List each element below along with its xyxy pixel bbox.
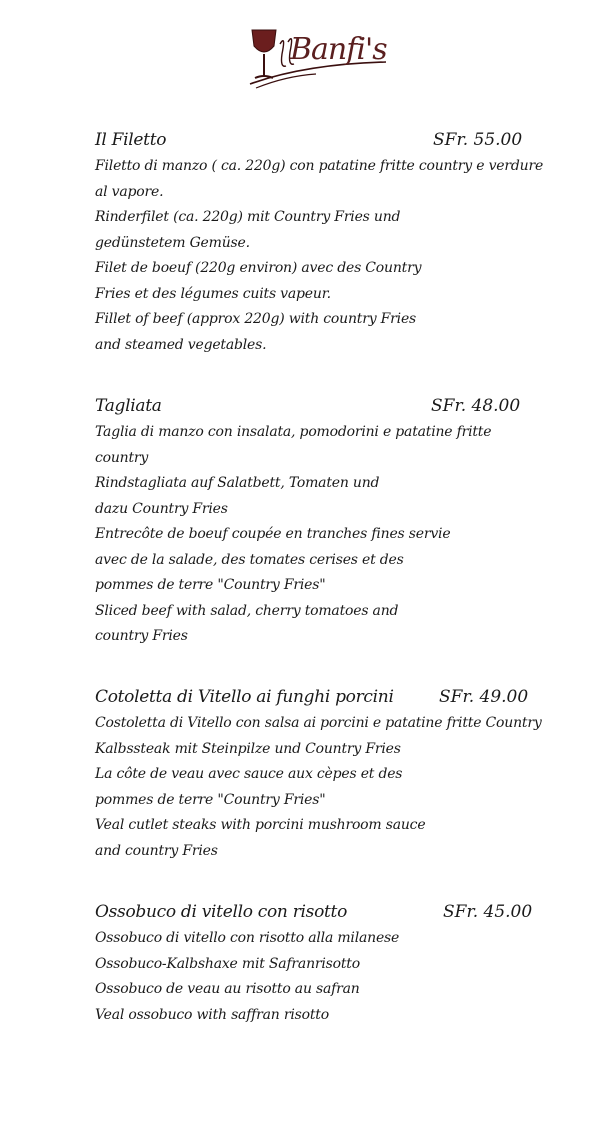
dish-description bbox=[95, 711, 542, 864]
description-line: Fillet of beef (approx 220g) with country Fries bbox=[95, 311, 417, 327]
description-line: Sliced beef with salad, cherry tomatoes and bbox=[95, 602, 399, 619]
description-line: pommes de terre "Country Fries" bbox=[95, 791, 326, 808]
dish-description bbox=[95, 420, 535, 650]
dish-price: SFr. 49.00 bbox=[439, 687, 529, 707]
description-line: Taglia di manzo con insalata, pomodorini e patatine fritte bbox=[95, 424, 492, 440]
restaurant-logo bbox=[246, 24, 392, 92]
dish-tagliata bbox=[95, 396, 535, 650]
description-line: Rindstagliata auf Salatbett, Tomaten und bbox=[95, 475, 380, 491]
description-line: Entrecôte de boeuf coupée en tranches fines servie bbox=[95, 526, 451, 542]
dish-price: SFr. 55.00 bbox=[433, 130, 523, 150]
description-line: Rinderfilet (ca. 220g) mit Country Fries und bbox=[95, 209, 401, 225]
dish-name: Cotoletta di Vitello ai funghi porcini bbox=[95, 687, 394, 707]
dish-name: Tagliata bbox=[95, 396, 162, 416]
description-line: and steamed vegetables. bbox=[95, 336, 267, 353]
description-line: Ossobuco-Kalbshaxe mit Safranrisotto bbox=[95, 955, 360, 972]
description-line: Fries et des légumes cuits vapeur. bbox=[95, 285, 331, 302]
description-line: La côte de veau avec sauce aux cèpes et des bbox=[95, 766, 403, 782]
dish-cotoletta bbox=[95, 687, 542, 864]
description-line: Ossobuco di vitello con risotto alla milanese bbox=[95, 930, 400, 946]
description-line: Veal cutlet steaks with porcini mushroom sauce bbox=[95, 817, 426, 833]
description-line: Veal ossobuco with saffran risotto bbox=[95, 1006, 329, 1023]
dish-name: Ossobuco di vitello con risotto bbox=[95, 902, 348, 922]
description-line: Filetto di manzo ( ca. 220g) con patatine fritte country e verdure bbox=[95, 158, 544, 174]
description-line: al vapore. bbox=[95, 183, 164, 200]
description-line: avec de la salade, des tomates cerises et des bbox=[95, 551, 404, 568]
description-line: Costoletta di Vitello con salsa ai porcini e patatine fritte Country bbox=[95, 715, 542, 731]
dish-name: Il Filetto bbox=[95, 130, 167, 150]
description-line: Kalbssteak mit Steinpilze und Country Fries bbox=[95, 740, 401, 757]
dish-description bbox=[95, 926, 535, 1028]
description-line: and country Fries bbox=[95, 842, 218, 859]
description-line: gedünstetem Gemüse. bbox=[95, 234, 250, 251]
description-line: country Fries bbox=[95, 628, 188, 644]
dish-il-filetto bbox=[95, 130, 544, 358]
description-line: Filet de boeuf (220g environ) avec des Country bbox=[95, 260, 422, 276]
description-line: country bbox=[95, 449, 149, 466]
description-line: dazu Country Fries bbox=[95, 500, 228, 517]
description-line: pommes de terre "Country Fries" bbox=[95, 577, 326, 593]
description-line: Ossobuco de veau au risotto au safran bbox=[95, 981, 360, 997]
logo-text: Banfi's bbox=[290, 32, 387, 67]
dish-price: SFr. 45.00 bbox=[443, 902, 533, 922]
dish-price: SFr. 48.00 bbox=[431, 396, 521, 416]
dish-description bbox=[95, 154, 544, 358]
dish-ossobuco bbox=[95, 902, 535, 1028]
